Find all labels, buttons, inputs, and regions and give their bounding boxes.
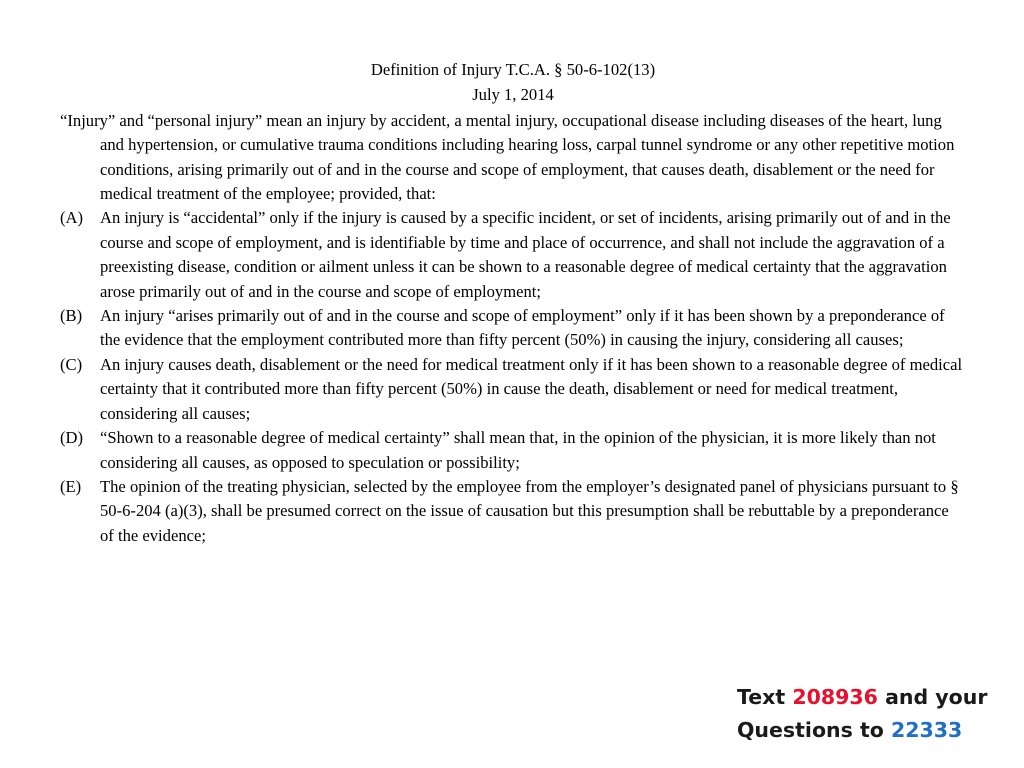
list-marker: (A) — [60, 208, 84, 228]
list-item-b — [60, 304, 966, 353]
promo-text-word: Text — [737, 685, 786, 709]
text-in-promo — [737, 681, 1017, 747]
list-marker: (E) — [60, 476, 82, 496]
list-item-text: An injury causes death, disablement or the need for medical treatment only if it has been shown to a reasonable degree of medical certainty that it contributed more than fifty percent (50%) in cause the death, disablement or need for medical treatment, considering all causes; — [100, 354, 963, 423]
document-date: July 1, 2014 — [472, 85, 554, 105]
list-item-a — [60, 206, 966, 304]
promo-number: 22333 — [891, 718, 963, 742]
promo-questions-to: Questions to — [737, 718, 884, 742]
list-item-d — [60, 426, 966, 475]
promo-line-2 — [737, 714, 1017, 747]
document-body — [60, 58, 966, 548]
promo-line-1 — [737, 681, 1017, 714]
list-marker: (C) — [60, 354, 83, 374]
list-item-c — [60, 353, 966, 426]
document-title: Definition of Injury T.C.A. § 50-6-102(13) — [370, 60, 656, 79]
intro-paragraph: “Injury” and “personal injury” mean an injury by accident, a mental injury, occupational disease including diseases of the heart, lung and hypertension, or cumulative trauma conditions including hearing loss, carpal tunnel syndrome or any other repetitive motion conditions, arising primarily out of and in the course and scope of employment, that causes death, disablement or the need for medical treatment of the employee; provided, that: — [60, 110, 955, 204]
list-item-e — [60, 475, 966, 548]
list-marker: (D) — [60, 428, 84, 448]
list-item-text: “Shown to a reasonable degree of medical certainty” shall mean that, in the opinion of the physician, it is more likely than not considering all causes, as opposed to speculation or possibility; — [100, 428, 936, 472]
list-marker: (B) — [60, 306, 83, 326]
list-item-text: An injury “arises primarily out of and in the course and scope of employment” only if it has been shown by a preponderance of the evidence that the employment contributed more than fifty percent (50%) in causing the injury, considering all causes; — [100, 306, 945, 350]
list-item-text: An injury is “accidental” only if the injury is caused by a specific incident, or set of incidents, arising primarily out of and in the course and scope of employment, and is identifiable by time and place of occurrence, and shall not include the aggravation of a preexisting disease, condition or ailment unless it can be shown to a reasonable degree of medical certainty that the aggravation arose primarily out of and in the course and scope of employment; — [100, 208, 951, 301]
promo-middle: and your — [885, 685, 988, 709]
list-item-text: The opinion of the treating physician, selected by the employee from the employer’s designated panel of physicians pursuant to § 50-6-204 (a)(3), shall be presumed correct on the issue of causation but this presumption shall be rebuttable by a preponderance of the evidence; — [100, 476, 959, 545]
promo-code: 208936 — [792, 685, 878, 709]
